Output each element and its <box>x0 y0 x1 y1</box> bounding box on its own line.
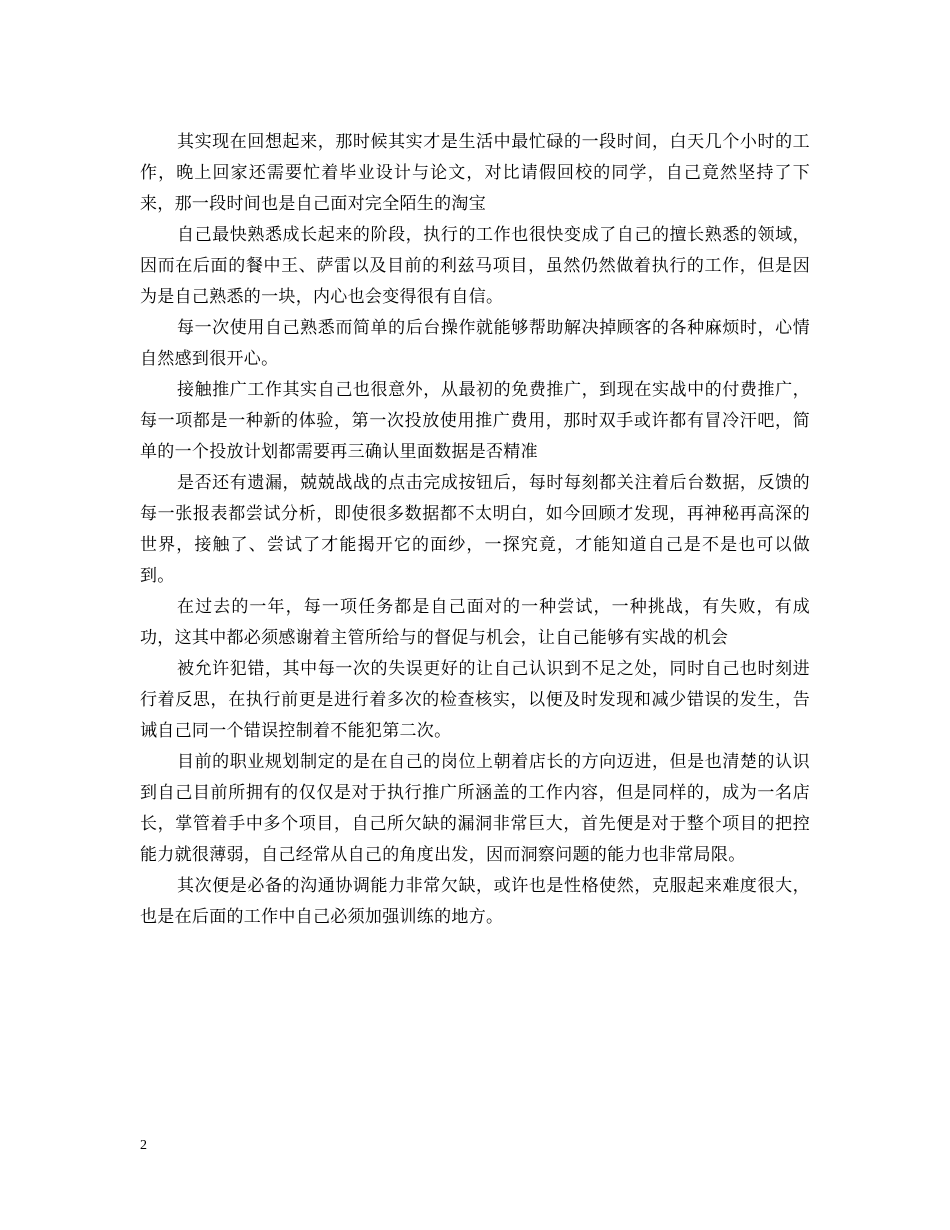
paragraph: 被允许犯错，其中每一次的失误更好的让自己认识到不足之处，同时自己也时刻进行着反思，在执行前更是进行着多次的检查核实，以便及时发现和减少错误的发生，告诫自己同一个错误控制着不能犯第二次。 <box>140 659 810 741</box>
paragraph: 每一次使用自己熟悉而简单的后台操作就能够帮助解决掉顾客的各种麻烦时，心情自然感到很开心。 <box>140 318 810 369</box>
paragraph: 自己最快熟悉成长起来的阶段，执行的工作也很快变成了自己的擅长熟悉的领域，因而在后面的餐中王、萨雷以及目前的利兹马项目，虽然仍然做着执行的工作，但是因为是自己熟悉的一块，内心也会变得很有自信。 <box>140 225 810 307</box>
paragraph: 其次便是必备的沟通协调能力非常欠缺，或许也是性格使然，克服起来难度很大，也是在后面的工作中自己必须加强训练的地方。 <box>140 876 810 927</box>
paragraph: 目前的职业规划制定的是在自己的岗位上朝着店长的方向迈进，但是也清楚的认识到自己目前所拥有的仅仅是对于执行推广所涵盖的工作内容，但是同样的，成为一名店长，掌管着手中多个项目，自己所欠缺的漏洞非常巨大，首先便是对于整个项目的把控能力就很薄弱，自己经常从自己的角度出发，因而洞察问题的能力也非常局限。 <box>140 752 810 865</box>
paragraph: 在过去的一年，每一项任务都是自己面对的一种尝试，一种挑战，有失败，有成功，这其中都必须感谢着主管所给与的督促与机会，让自己能够有实战的机会 <box>140 597 810 648</box>
paragraph: 是否还有遗漏，兢兢战战的点击完成按钮后，每时每刻都关注着后台数据，反馈的每一张报表都尝试分析，即使很多数据都不太明白，如今回顾才发现，再神秘再高深的世界，接触了、尝试了才能揭开它的面纱，一探究竟，才能知道自己是不是也可以做到。 <box>140 473 810 586</box>
paragraph: 接触推广工作其实自己也很意外，从最初的免费推广，到现在实战中的付费推广，每一项都是一种新的体验，第一次投放使用推广费用，那时双手或许都有冒冷汗吧，简单的一个投放计划都需要再三确认里面数据是否精准 <box>140 380 810 462</box>
page-number: 2 <box>140 1138 147 1153</box>
document-body <box>140 127 810 933</box>
paragraph: 其实现在回想起来，那时候其实才是生活中最忙碌的一段时间，白天几个小时的工作，晚上回家还需要忙着毕业设计与论文，对比请假回校的同学，自己竟然坚持了下来，那一段时间也是自己面对完全陌生的淘宝 <box>140 132 810 214</box>
